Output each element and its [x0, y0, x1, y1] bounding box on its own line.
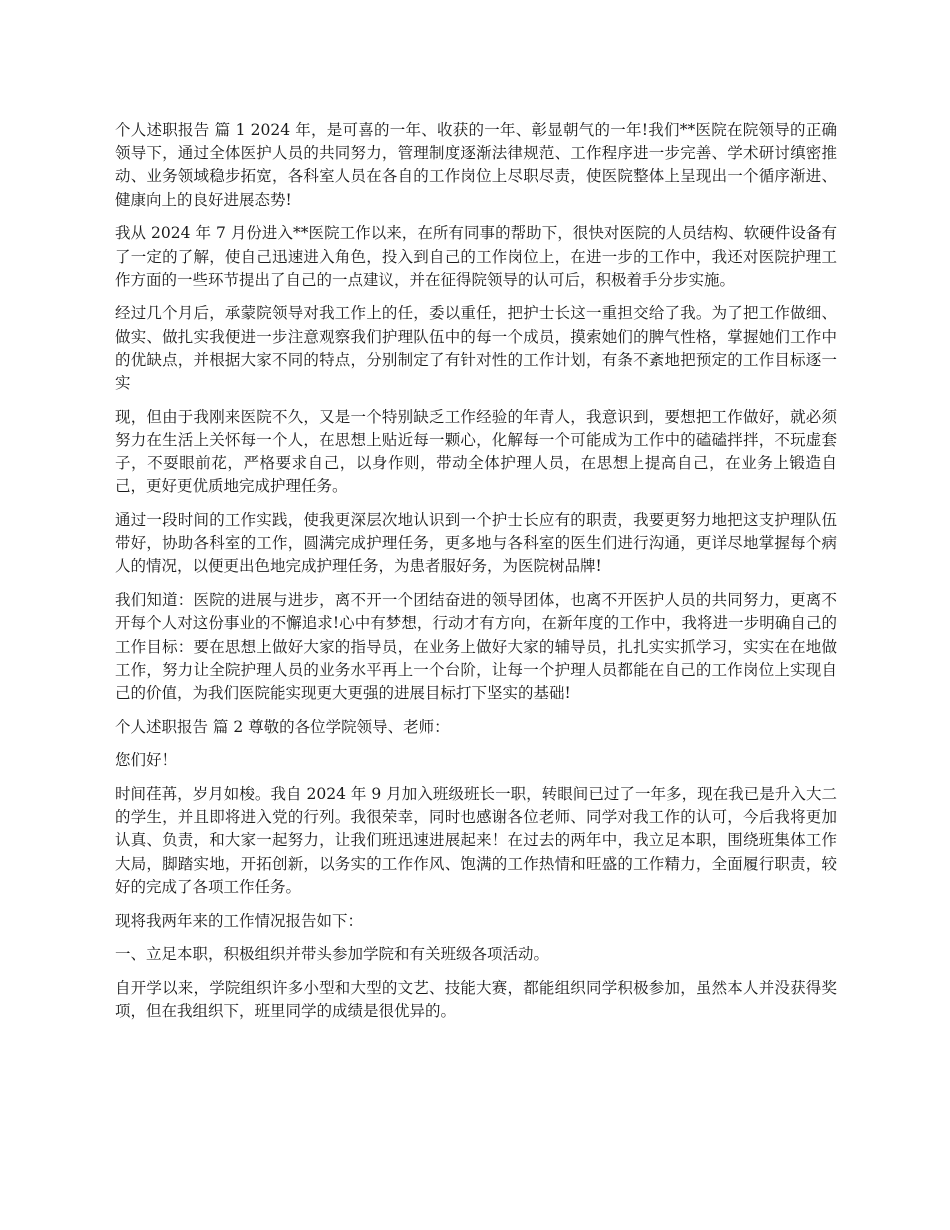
- document-body: [115, 119, 837, 1034]
- paragraph-report-intro: 现将我两年来的工作情况报告如下：: [115, 911, 364, 930]
- paragraph-responsibilities: 通过一段时间的工作实践，使我更深层次地认识到一个护士长应有的职责，我要更努力地把这支护理队伍带好，协助各科室的工作，圆满完成护理任务，更多地与各科室的医生们进行沟通，更详尽地掌握每个病人的情况，以便更出色地完成护理任务，为患者服好务，为医院树品牌!: [115, 511, 837, 576]
- paragraph-joining-hospital: 我从 2024 年 7 月份进入**医院工作以来，在所有同事的帮助下，很快对医院的人员结构、软硬件设备有了一定的了解，使自己迅速进入角色，投入到自己的工作岗位上，在进一步的工作中，我还对医院护理工作方面的一些环节提出了自己的一点建议，并在征得院领导的认可后，积极着手分步实施。: [115, 224, 837, 289]
- paragraph-greeting: 您们好！: [115, 751, 178, 770]
- paragraph-section-one-heading: 一、立足本职，积极组织并带头参加学院和有关班级各项活动。: [115, 945, 550, 964]
- paragraph-class-monitor: 时间荏苒，岁月如梭。我自 2024 年 9 月加入班级班长一职，转眼间已过了一年多，现在我已是升入大二的学生，并且即将进入党的行列。我很荣幸，同时也感谢各位老师、同学对我工作的认可，今后我将更加认真、负责，和大家一起努力，让我们班迅速进展起来！在过去的两年中，我立足本职，围绕班集体工作大局，脚踏实地，开拓创新，以务实的工作作风、饱满的工作热情和旺盛的工作精力，全面履行职责，较好的完成了各项工作任务。: [115, 785, 837, 896]
- paragraph-report1-intro: 个人述职报告 篇 1 2024 年，是可喜的一年、收获的一年、彰显朝气的一年!我们**医院在院领导的正确领导下，通过全体医护人员的共同努力，管理制度逐渐法律规范、工作程序进一步完善、学术研讨缜密推动、业务领域稳步拓宽，各科室人员在各自的工作岗位上尽职尽责，使医院整体上呈现出一个循序渐进、健康向上的良好进展态势!: [115, 121, 837, 209]
- paragraph-work-approach: 现，但由于我刚来医院不久，又是一个特别缺乏工作经验的年青人，我意识到，要想把工作做好，就必须努力在生活上关怀每一个人，在思想上贴近每一颗心，化解每一个可能成为工作中的磕磕拌拌，不玩虚套子，不耍眼前花，严格要求自己，以身作则，带动全体护理人员，在思想上提高自己，在业务上锻造自己，更好更优质地完成护理任务。: [115, 407, 837, 496]
- paragraph-report2-heading: 个人述职报告 篇 2 尊敬的各位学院领导、老师：: [115, 717, 450, 736]
- paragraph-activities: 自开学以来，学院组织许多小型和大型的文艺、技能大赛，都能组织同学积极参加，虽然本人并没获得奖项，但在我组织下，班里同学的成绩是很优异的。: [115, 979, 837, 1021]
- paragraph-head-nurse-appointment: 经过几个月后，承蒙院领导对我工作上的任，委以重任，把护士长这一重担交给了我。为了把工作做细、做实、做扎实我便进一步注意观察我们护理队伍中的每一个成员，摸索她们的脾气性格，掌握她们工作中的优缺点，并根据大家不同的特点，分别制定了有针对性的工作计划，有条不紊地把预定的工作目标逐一实: [115, 304, 837, 393]
- paragraph-future-goals: 我们知道：医院的进展与进步，离不开一个团结奋进的领导团体，也离不开医护人员的共同努力，更离不开每个人对这份事业的不懈追求!心中有梦想，行动才有方向，在新年度的工作中，我将进一步明确自己的工作目标：要在思想上做好大家的指导员，在业务上做好大家的辅导员，扎扎实实抓学习，实实在在地做工作，努力让全院护理人员的业务水平再上一个台阶，让每一个护理人员都能在自己的工作岗位上实现自己的价值，为我们医院能实现更大更强的进展目标打下坚实的基础!: [115, 591, 837, 702]
